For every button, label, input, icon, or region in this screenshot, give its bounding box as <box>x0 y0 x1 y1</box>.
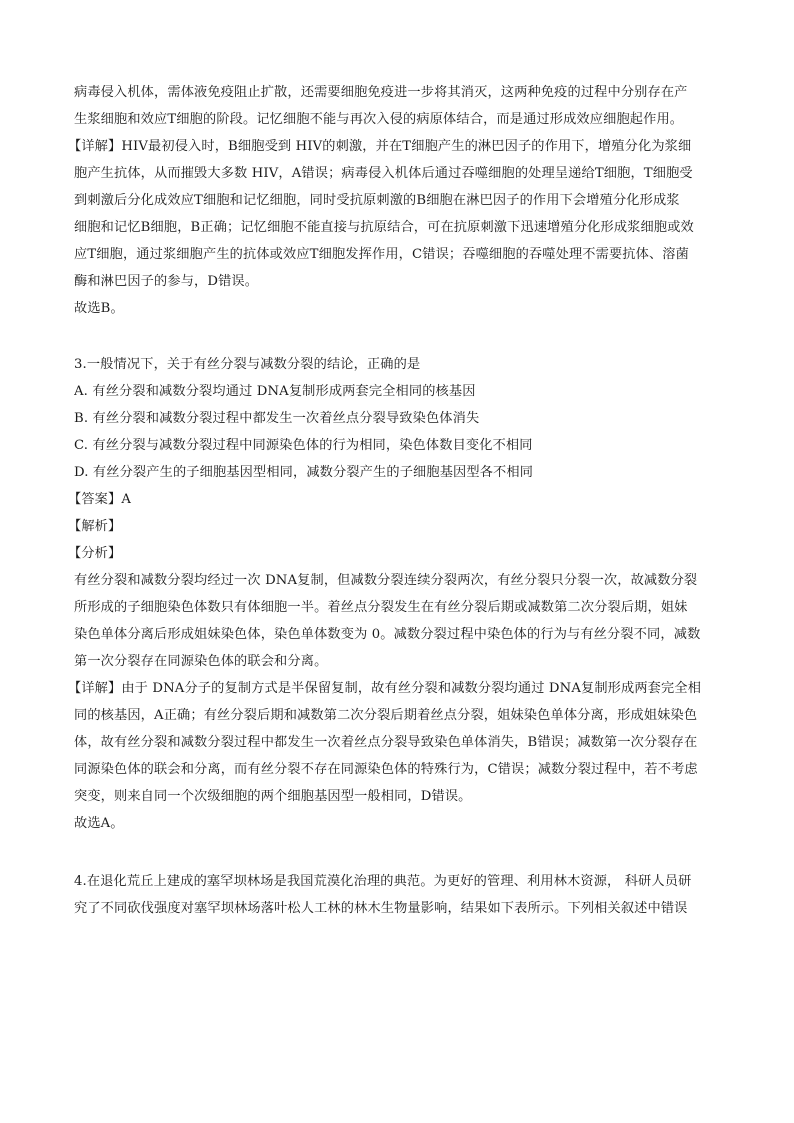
analysis-heading: 【解析】 <box>68 519 122 534</box>
text-line: 【详解】由于 DNA分子的复制方式是半保留复制，故有丝分裂和减数分裂均通过 DNA复制形成两套完全相 <box>68 681 702 696</box>
text-line: 体，故有丝分裂和减数分裂过程中都发生一次着丝点分裂导致染色单体消失，B错误；减数第一次分裂存在 <box>74 735 698 750</box>
spacer <box>74 322 722 351</box>
question3 <box>68 351 722 837</box>
question2-conclusion: 故选B。 <box>74 301 124 316</box>
question4-stem-line: 究了不同砍伐强度对塞罕坝林场落叶松人工林的林木生物量影响，结果如下表所示。下列相关叙述中错误 <box>74 901 688 916</box>
answer-label: 【答案】A <box>68 492 132 507</box>
question2-detail <box>68 133 722 295</box>
document-page <box>68 79 722 922</box>
text-line: 生浆细胞和效应T细胞的阶段。记忆细胞不能与再次入侵的病原体结合，而是通过形成效应细胞起作用。 <box>74 112 684 127</box>
question3-conclusion: 故选A。 <box>74 816 124 831</box>
text-line: 【详解】HIV最初侵入时，B细胞受到 HIV的刺激，并在T细胞产生的淋巴因子的作用下，增殖分化为浆细 <box>68 139 692 154</box>
text-line: 有丝分裂和减数分裂均经过一次 DNA复制，但减数分裂连续分裂两次，有丝分裂只分裂一次，故减数分裂 <box>74 573 698 588</box>
text-line: 病毒侵入机体，需体液免疫阻止扩散，还需要细胞免疫进一步将其消灭，这两种免疫的过程中分别存在产 <box>74 85 688 100</box>
option-b: B. 有丝分裂和减数分裂过程中都发生一次着丝点分裂导致染色体消失 <box>74 411 480 426</box>
option-c: C. 有丝分裂与减数分裂过程中同源染色体的行为相同，染色体数目变化不相同 <box>74 438 533 453</box>
spacer <box>74 837 722 868</box>
text-line: 到刺激后分化成效应T细胞和记忆细胞，同时受抗原刺激的B细胞在淋巴因子的作用下会增殖分化形成浆 <box>74 193 680 208</box>
option-a: A. 有丝分裂和减数分裂均通过 DNA复制形成两套完全相同的核基因 <box>74 384 476 399</box>
text-line: 第一次分裂存在同源染色体的联会和分离。 <box>74 654 328 669</box>
question3-stem: 3.一般情况下，关于有丝分裂与减数分裂的结论，正确的是 <box>74 357 421 372</box>
text-line: 应T细胞，通过浆细胞产生的抗体或效应T细胞发挥作用，C错误；吞噬细胞的吞噬处理不需要抗体、溶菌 <box>74 247 689 262</box>
option-d: D. 有丝分裂产生的子细胞基因型相同，减数分裂产生的子细胞基因型各不相同 <box>74 465 534 480</box>
text-line: 酶和淋巴因子的参与，D错误。 <box>74 274 259 289</box>
text-line: 同的核基因，A正确；有丝分裂后期和减数第二次分裂后期着丝点分裂，姐妹染色单体分离，形成姐妹染色 <box>74 708 698 723</box>
fenxi-heading: 【分析】 <box>68 546 122 561</box>
question4-stem-line: 4.在退化荒丘上建成的塞罕坝林场是我国荒漠化治理的典范。为更好的管理、利用林木资源， 科研人员研 <box>74 874 692 889</box>
text-line: 胞产生抗体，从而摧毁大多数 HIV，A错误；病毒侵入机体后通过吞噬细胞的处理呈递给T细胞，T细胞受 <box>74 166 693 181</box>
text-line: 所形成的子细胞染色体数只有体细胞一半。着丝点分裂发生在有丝分裂后期或减数第二次分裂后期，姐妹 <box>74 600 688 615</box>
text-line: 细胞和记忆B细胞，B正确；记忆细胞不能直接与抗原结合，可在抗原刺激下迅速增殖分化形成浆细胞或效 <box>74 220 694 235</box>
text-line: 染色单体分离后形成姐妹染色体，染色单体数变为 0。减数分裂过程中染色体的行为与有丝分裂不同，减数 <box>74 627 701 642</box>
question2-analysis <box>74 79 722 133</box>
text-line: 同源染色体的联会和分离，而有丝分裂不存在同源染色体的特殊行为，C错误；减数分裂过程中，若不考虑 <box>74 762 698 777</box>
question4 <box>74 868 722 922</box>
text-line: 突变，则来自同一个次级细胞的两个细胞基因型一般相同，D错误。 <box>74 789 472 804</box>
